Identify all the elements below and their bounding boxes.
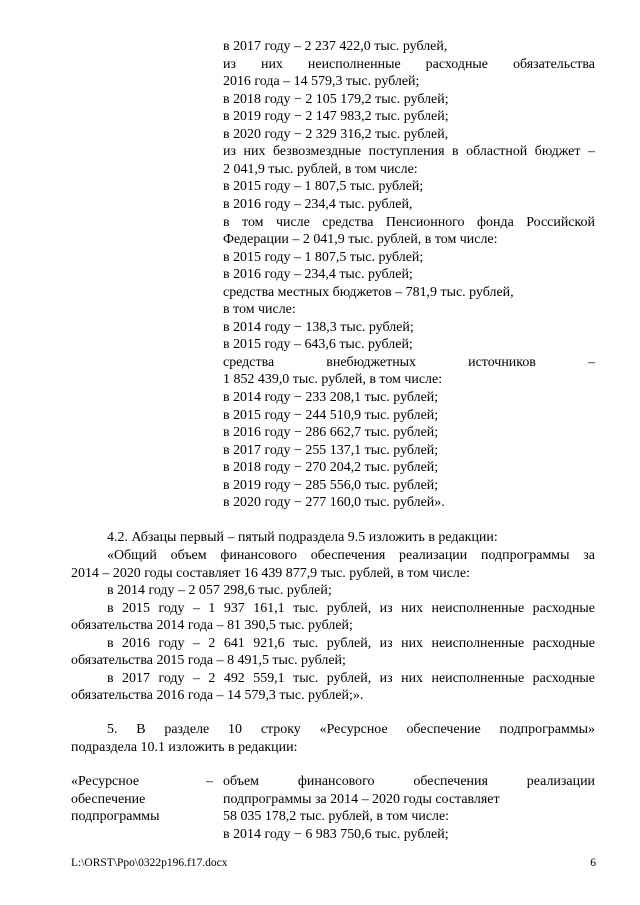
table-right-cell: объем финансового обеспечения реализации — [223, 774, 595, 790]
text-line: из них неисполненные расходные обязательства — [223, 56, 595, 72]
table-left-cell: подпрограммы — [71, 809, 160, 825]
text-line: 2 041,9 тыс. рублей, в том числе: — [223, 161, 418, 177]
text-line: в 2018 году − 270 204,2 тыс. рублей; — [223, 460, 439, 476]
text-line: в 2016 году – 2 641 921,6 тыс. рублей, из них неисполненные расходные — [107, 635, 595, 651]
text-line: в 2014 году – 2 057 298,6 тыс. рублей; — [107, 583, 332, 599]
table-right-cell: в 2014 году − 6 983 750,6 тыс. рублей; — [223, 826, 449, 842]
text-line: в 2015 году – 1 937 161,1 тыс. рублей, из них неисполненные расходные — [107, 600, 595, 616]
text-line: «Общий объем финансового обеспечения реализации подпрограммы за — [107, 547, 595, 563]
text-line: в 2014 году − 138,3 тыс. рублей; — [223, 319, 414, 335]
text-line: в 2019 году − 2 147 983,2 тыс. рублей; — [223, 109, 449, 125]
text-line: в 2017 году – 2 237 422,0 тыс. рублей, — [223, 39, 448, 54]
text-line: обязательства 2015 года – 8 491,5 тыс. рублей; — [71, 653, 346, 669]
table-dash: – — [206, 774, 213, 790]
text-line: в 2016 году – 234,4 тыс. рублей, — [223, 196, 413, 212]
text-line: 5. В разделе 10 строку «Ресурсное обеспечение подпрограммы» — [107, 722, 595, 738]
page-number: 6 — [590, 857, 596, 869]
text-line: подраздела 10.1 изложить в редакции: — [71, 739, 298, 755]
text-line: в 2014 году − 233 208,1 тыс. рублей; — [223, 390, 439, 405]
table-right-cell: подпрограммы за 2014 – 2020 годы составляет — [223, 791, 500, 807]
text-line: в 2015 году – 643,6 тыс. рублей; — [223, 337, 413, 353]
text-line: в 2015 году – 1 807,5 тыс. рублей; — [223, 179, 424, 195]
text-line: в 2020 году − 2 329 316,2 тыс. рублей, — [223, 126, 449, 142]
text-line: в 2015 году – 1 807,5 тыс. рублей; — [223, 249, 424, 265]
text-line: средства внебюджетных источников – — [223, 354, 595, 370]
table-left-cell: «Ресурсное — [71, 774, 140, 790]
text-line: в 2016 году – 234,4 тыс. рублей; — [223, 267, 413, 283]
text-line: в 2020 году − 277 160,0 тыс. рублей». — [223, 495, 445, 511]
text-line: в 2017 году – 2 492 559,1 тыс. рублей, из них неисполненные расходные — [107, 670, 595, 686]
text-line: обязательства 2014 года – 81 390,5 тыс. рублей; — [71, 618, 353, 634]
table-right-cell: 58 035 178,2 тыс. рублей, в том числе: — [223, 809, 450, 825]
text-line: в 2017 году − 255 137,1 тыс. рублей; — [223, 442, 439, 458]
section-heading: 4.2. Абзацы первый – пятый подраздела 9.5 изложить в редакции: — [107, 530, 498, 546]
text-line: 2016 года – 14 579,3 тыс. рублей; — [223, 74, 420, 90]
text-line: в том числе средства Пенсионного фонда Российской — [223, 214, 595, 230]
text-line: 1 852 439,0 тыс. рублей, в том числе: — [223, 372, 443, 388]
text-line: обязательства 2016 года – 14 579,3 тыс. рублей;». — [71, 688, 364, 704]
text-line: в том числе: — [223, 302, 296, 318]
text-line: 2014 – 2020 годы составляет 16 439 877,9 тыс. рублей, в том числе: — [71, 565, 470, 581]
text-line: из них безвозмездные поступления в областной бюджет – — [223, 144, 595, 160]
text-line: в 2015 году − 244 510,9 тыс. рублей; — [223, 407, 439, 423]
footer-file-path: L:\ORST\Ppo\0322p196.f17.docx — [71, 857, 228, 869]
text-line: Федерации – 2 041,9 тыс. рублей, в том числе: — [223, 232, 498, 248]
table-left-cell: обеспечение — [71, 791, 146, 807]
text-line: в 2018 году − 2 105 179,2 тыс. рублей; — [223, 91, 449, 107]
text-line: в 2016 году − 286 662,7 тыс. рублей; — [223, 425, 439, 441]
text-line: средства местных бюджетов – 781,9 тыс. рублей, — [223, 284, 514, 300]
text-line: в 2019 году − 285 556,0 тыс. рублей; — [223, 477, 439, 493]
